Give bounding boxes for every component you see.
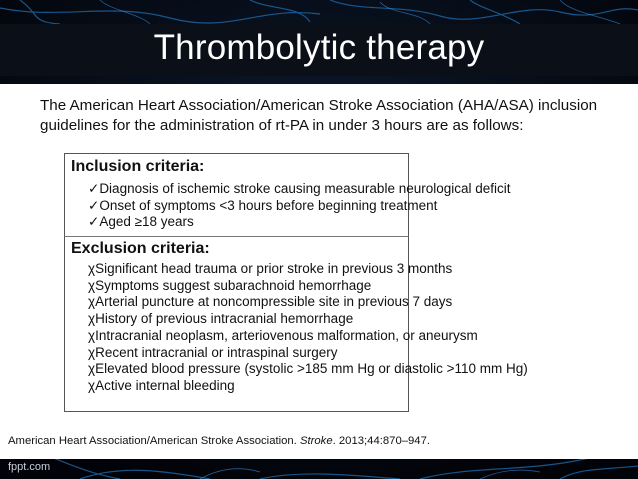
citation: American Heart Association/American Stroke Association. Stroke. 2013;44:870–947. (8, 435, 430, 447)
exclusion-item: χ Elevated blood pressure (systolic >185 mm Hg or diastolic >110 mm Hg) (88, 361, 528, 377)
exclusion-item: χ Active internal bleeding (88, 377, 235, 393)
chi-bullet-icon: χ (88, 277, 96, 293)
exclusion-item: χ Recent intracranial or intraspinal surgery (88, 344, 338, 360)
exclusion-item: χ Arterial puncture at noncompressible site in previous 7 days (88, 294, 453, 310)
inclusion-heading: Inclusion criteria: (71, 158, 205, 175)
chi-bullet-icon: χ (88, 344, 96, 360)
exclusion-item: χ Significant head trauma or prior stroke in previous 3 months (88, 261, 453, 276)
journal-name: Stroke (299, 435, 333, 447)
slide-title: Thrombolytic therapy (153, 28, 485, 67)
chi-bullet-icon: χ (88, 311, 96, 327)
inclusion-item: ✓ Diagnosis of ischemic stroke causing measurable neurological deficit (88, 181, 511, 196)
chi-bullet-icon: χ (88, 361, 96, 377)
chi-bullet-icon: χ (88, 327, 96, 343)
inclusion-item: ✓ Onset of symptoms <3 hours before beginning treatment (88, 197, 438, 213)
intro-paragraph: The American Heart Association/American Stroke Association (AHA/ASA) inclusion guidelines for the administration of rt-PA in under 3 hours are as follows: (40, 97, 598, 134)
exclusion-heading: Exclusion criteria: (71, 240, 210, 257)
exclusion-item: χ History of previous intracranial hemorrhage (88, 311, 354, 327)
checkmark-icon: ✓ (88, 214, 100, 230)
chi-bullet-icon: χ (88, 377, 96, 393)
exclusion-item: χ Intracranial neoplasm, arteriovenous malformation, or aneurysm (88, 327, 478, 343)
checkmark-icon: ✓ (88, 181, 100, 196)
chi-bullet-icon: χ (88, 294, 96, 310)
chi-bullet-icon: χ (88, 261, 96, 276)
exclusion-item: χ Symptoms suggest subarachnoid hemorrhage (88, 277, 372, 293)
inclusion-criteria-box (64, 153, 511, 237)
exclusion-criteria-box (64, 236, 528, 412)
watermark: fppt.com (8, 461, 51, 473)
checkmark-icon: ✓ (88, 197, 100, 213)
inclusion-item: ✓ Aged ≥18 years (88, 214, 194, 230)
